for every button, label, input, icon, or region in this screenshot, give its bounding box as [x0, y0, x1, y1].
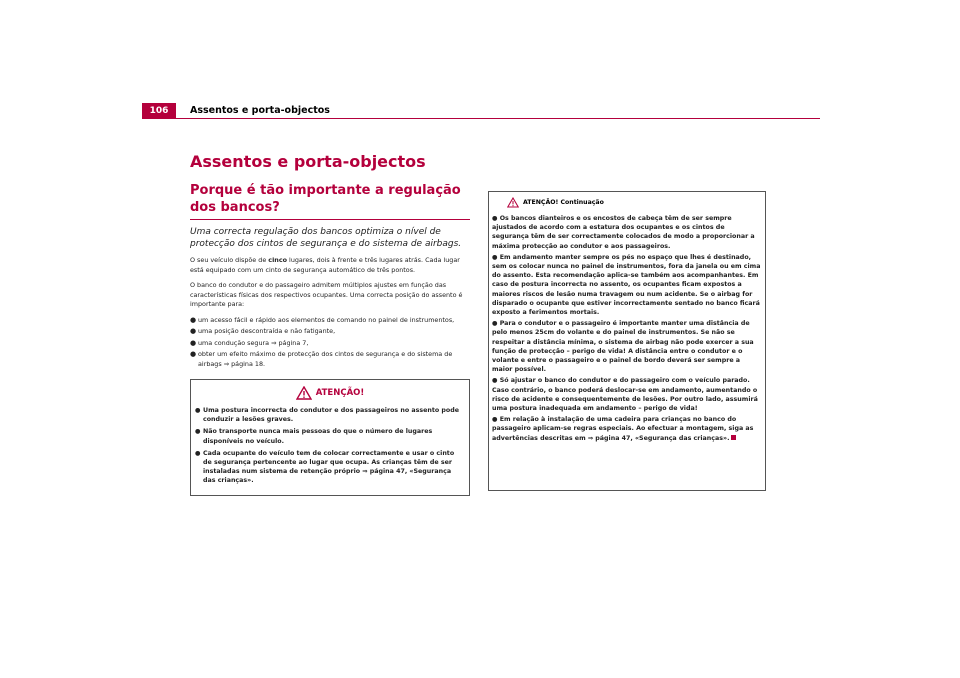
list-item-text: uma condução segura ⇒ página 7,: [198, 338, 309, 347]
warning-item-text: Os bancos dianteiros e os encostos de cabeça têm de ser sempre ajustados de acordo com a estatura dos ocupantes e os cintos de segurança têm de ser correctamente colocados de modo a proporcionar a máxima protecção ao condutor e aos passageiros.: [492, 215, 755, 250]
list-item: [190, 350, 470, 369]
page-number: 106: [142, 103, 176, 119]
list-item-text: um acesso fácil e rápido aos elementos de comando no painel de instrumentos,: [198, 315, 455, 324]
bullet-icon: ●: [492, 215, 500, 222]
para1-pre: O seu veículo dispõe de: [190, 256, 269, 264]
paragraph-seats: [190, 256, 470, 275]
warning-item-text: Em andamento manter sempre os pés no espaço que lhes é destinado, sem os colocar nunca no painel de instrumentos, fora da janela ou em cima do assento. Esta recomendação aplica-se também aos acompanhantes. Em caso de postura incorrecta no assento, os ocupantes ficam expostos a maiores riscos de lesão numa travagem ou num acidente. Se o airbag for disparado o ocupante que estiver incorrectamente sentado no banco ficará exposto a ferimentos mortais.: [492, 253, 761, 317]
para1-post: lugares, dois à frente e três lugares atrás. Cada lugar está equipado com um cinto de segurança automático de três pontos.: [190, 256, 460, 274]
warning-item: [492, 253, 762, 317]
bullet-icon: ●: [190, 315, 197, 324]
warning-continued-body: [489, 208, 765, 443]
bullet-icon: ●: [195, 449, 201, 457]
header-rule: [176, 118, 820, 119]
warning-label: ATENÇÃO!: [315, 388, 365, 398]
list-item: [190, 339, 470, 349]
list-item: [190, 316, 470, 326]
bullet-icon: ●: [190, 350, 197, 358]
running-header: Assentos e porta-objectos: [190, 105, 330, 116]
warning-item: [195, 406, 465, 424]
warning-item: [195, 449, 465, 486]
intro-text: Uma correcta regulação dos bancos optimiza o nível de protecção dos cintos de segurança e do sistema de airbags.: [190, 227, 462, 249]
warning-item-text: Uma postura incorrecta do condutor e dos passageiros no assento pode conduzir a lesões graves.: [203, 407, 459, 424]
list-item-text: uma posição descontraída e não fatigante,: [198, 327, 336, 335]
section-title: Porque é tão importante a regulação dos bancos?: [190, 182, 470, 220]
para1-bold: cinco: [268, 256, 288, 264]
bullet-icon: ●: [195, 407, 201, 414]
list-item-text: obter um efeito máximo de protecção dos cintos de segurança e do sistema de airbags ⇒ página 18.: [198, 350, 453, 368]
warning-item: [492, 319, 762, 374]
warning-continued-box: [488, 191, 766, 491]
warning-item: [492, 415, 762, 443]
section-end-icon: [731, 435, 736, 440]
warning-continued-label: ATENÇÃO! Continuação: [523, 199, 604, 206]
bullet-icon: ●: [492, 416, 500, 424]
bullet-icon: ●: [195, 428, 201, 436]
list-item: [190, 327, 470, 337]
bullet-icon: ●: [492, 320, 500, 328]
warning-item: [492, 214, 762, 251]
warning-item-text: Cada ocupante do veículo tem de colocar correctamente e usar o cinto de segurança pertencente ao lugar que ocupa. As crianças têm de ser instaladas num sistema de retenção próprio ⇒ página 47, «Segurança das crianças».: [203, 449, 455, 485]
warning-item-text: Só ajustar o banco do condutor e do passageiro com o veículo parado. Caso contrário, o banco poderá deslocar-se em andamento, aumentando o risco de acidente e consequentemente de lesões. Por outro lado, assumirá uma postura inadequada em andamento – perigo de vida!: [492, 377, 758, 413]
warning-triangle-icon: [296, 386, 312, 400]
warning-item-text: Não transporte nunca mais pessoas do que o número de lugares disponíveis no veículo.: [203, 428, 433, 445]
warning-item-text: Para o condutor e o passageiro é importante manter uma distância de pelo menos 25cm do volante e do painel de instrumentos. Se não se respeitar a distância mínima, o sistema de airbag não pode exercer a sua função de protecção – perigo de vida! A distância entre o condutor e o volante e entre o passageiro e o painel de bordo deverá ser sempre a maior possível.: [492, 320, 754, 374]
warning-item: [492, 376, 762, 413]
chapter-title: Assentos e porta-objectos: [190, 152, 426, 171]
warning-continued-header: [489, 192, 765, 208]
left-column: [190, 152, 470, 496]
bullet-icon: ●: [190, 327, 197, 335]
bullet-icon: ●: [492, 377, 500, 385]
bullet-icon: ●: [492, 253, 500, 261]
bullet-icon: ●: [190, 338, 197, 347]
warning-item: [195, 427, 465, 445]
paragraph-adjust: O banco do condutor e do passageiro admitem múltiplos ajustes em função das características físicas dos respectivos ocupantes. Uma correcta posição do assento é importante para:: [190, 281, 463, 308]
warning-box: [190, 379, 470, 496]
warning-header: [195, 386, 465, 400]
warning-item-text: Em relação à instalação de uma cadeira para crianças no banco do passageiro aplicam-se regras especiais. Ao efectuar a montagem, siga as advertências descritas em ⇒ página 47, «Segurança das crianças».: [492, 416, 754, 442]
warning-triangle-icon: [507, 197, 519, 208]
